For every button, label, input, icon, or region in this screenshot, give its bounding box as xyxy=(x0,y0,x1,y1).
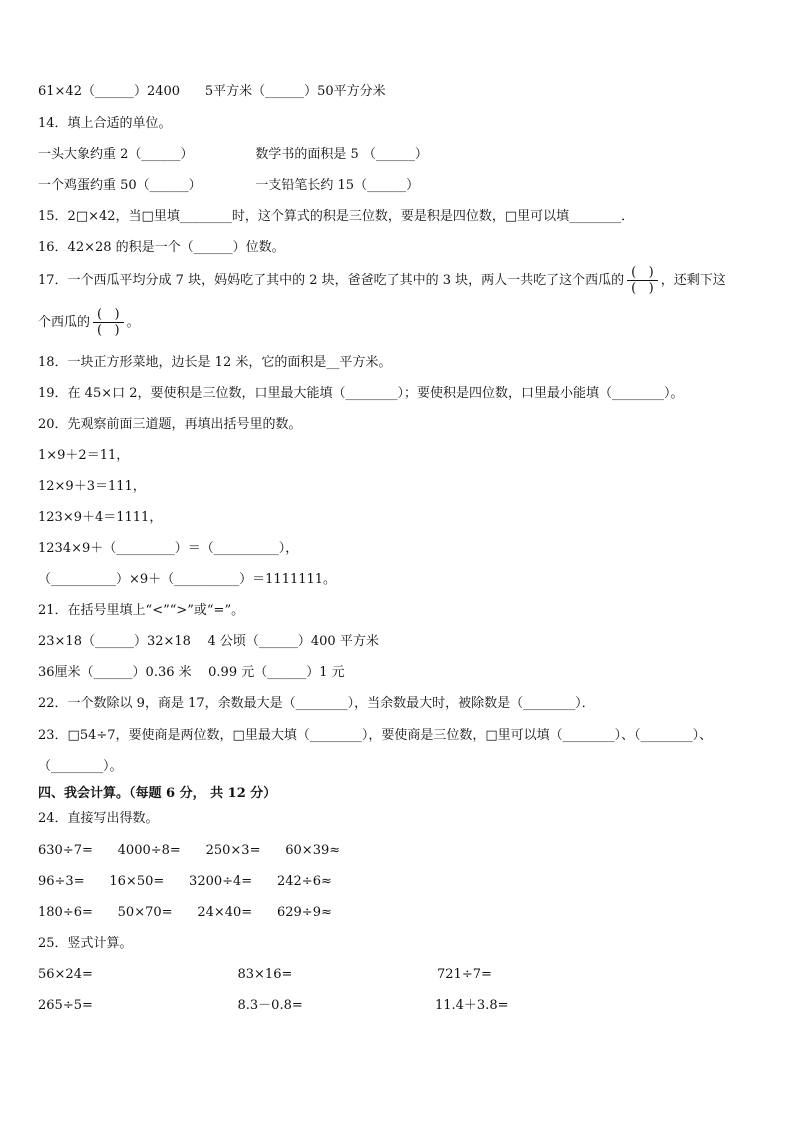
line-27: 180÷6= 50×70= 24×40= 629÷9≈ xyxy=(38,905,332,920)
line-4: 一个鸡蛋约重 50（______） 一支铅笔长约 15（______） xyxy=(38,178,420,193)
section-heading: 四、我会计算。（每题 6 分， 共 12 分） xyxy=(38,786,277,801)
line-11: 20．先观察前面三道题，再填出括号里的数。 xyxy=(38,417,302,432)
line-26: 96÷3= 16×50= 3200÷4= 242÷6≈ xyxy=(38,874,332,889)
question-17-line-2 xyxy=(38,306,140,340)
fraction-numerator: ( ) xyxy=(93,307,124,323)
line-22: （________）。 xyxy=(38,759,123,774)
line-15: 1234×9＋（_________）＝（__________）， xyxy=(38,541,299,556)
line-10: 19．在 45×口 2，要使积是三位数，口里最大能填（________）；要使积是四位数，口里最小能填（________）。 xyxy=(38,386,684,401)
line-21: 23．□54÷7，要使商是两位数，□里最大填（________），要使商是三位数，□里可以填（________）、（________）、 xyxy=(38,728,713,743)
fraction-numerator: ( ) xyxy=(627,265,658,281)
line-5: 15．2□×42，当□里填________时，这个算式的积是三位数，要是积是四位数，□里可以填________． xyxy=(38,209,635,224)
line-30: 265÷5= 8.3－0.8= 11.4＋3.8= xyxy=(38,998,509,1013)
line-3: 一头大象约重 2（______） 数学书的面积是 5 （______） xyxy=(38,147,428,162)
fraction-denominator: ( ) xyxy=(631,281,654,296)
fraction-denominator: ( ) xyxy=(97,323,120,338)
line-18: 23×18（______）32×18 4 公顷（______）400 平方米 xyxy=(38,634,379,649)
q17-text-2-end: 。 xyxy=(126,315,140,330)
line-24: 24．直接写出得数。 xyxy=(38,811,159,826)
line-19: 36厘米（______）0.36 米 0.99 元（______）1 元 xyxy=(38,665,345,680)
line-14: 123×9＋4＝1111， xyxy=(38,510,163,525)
line-1: 61×42（______）2400 5平方米（______）50平方分米 xyxy=(38,84,386,99)
line-17: 21．在括号里填上“<”“>”或“=”。 xyxy=(38,603,245,618)
line-28: 25．竖式计算。 xyxy=(38,936,133,951)
q17-text: 17．一个西瓜平均分成 7 块，妈妈吃了其中的 2 块，爸爸吃了其中的 3 块，两人一共吃了这个西瓜的 xyxy=(38,273,625,288)
line-25: 630÷7= 4000÷8= 250×3= 60×39≈ xyxy=(38,843,341,858)
question-17-line-1 xyxy=(38,264,726,298)
line-6: 16．42×28 的积是一个（______）位数。 xyxy=(38,240,285,255)
line-16: （__________）×9＋（__________）＝1111111。 xyxy=(38,572,337,587)
fraction-blank-2 xyxy=(93,307,124,338)
line-29: 56×24= 83×16= 721÷7= xyxy=(38,967,492,982)
line-20: 22．一个数除以 9，商是 17，余数最大是（________），当余数最大时，被除数是（________）． xyxy=(38,696,595,711)
line-13: 12×9＋3＝111， xyxy=(38,479,146,494)
fraction-blank xyxy=(627,265,658,296)
line-9: 18．一块正方形菜地，边长是 12 米，它的面积是__平方米。 xyxy=(38,355,392,370)
q17-text-2: 个西瓜的 xyxy=(38,315,91,330)
line-2: 14．填上合适的单位。 xyxy=(38,116,172,131)
line-12: 1×9＋2＝11， xyxy=(38,448,130,463)
q17-text-end: ，还剩下这 xyxy=(660,273,726,288)
